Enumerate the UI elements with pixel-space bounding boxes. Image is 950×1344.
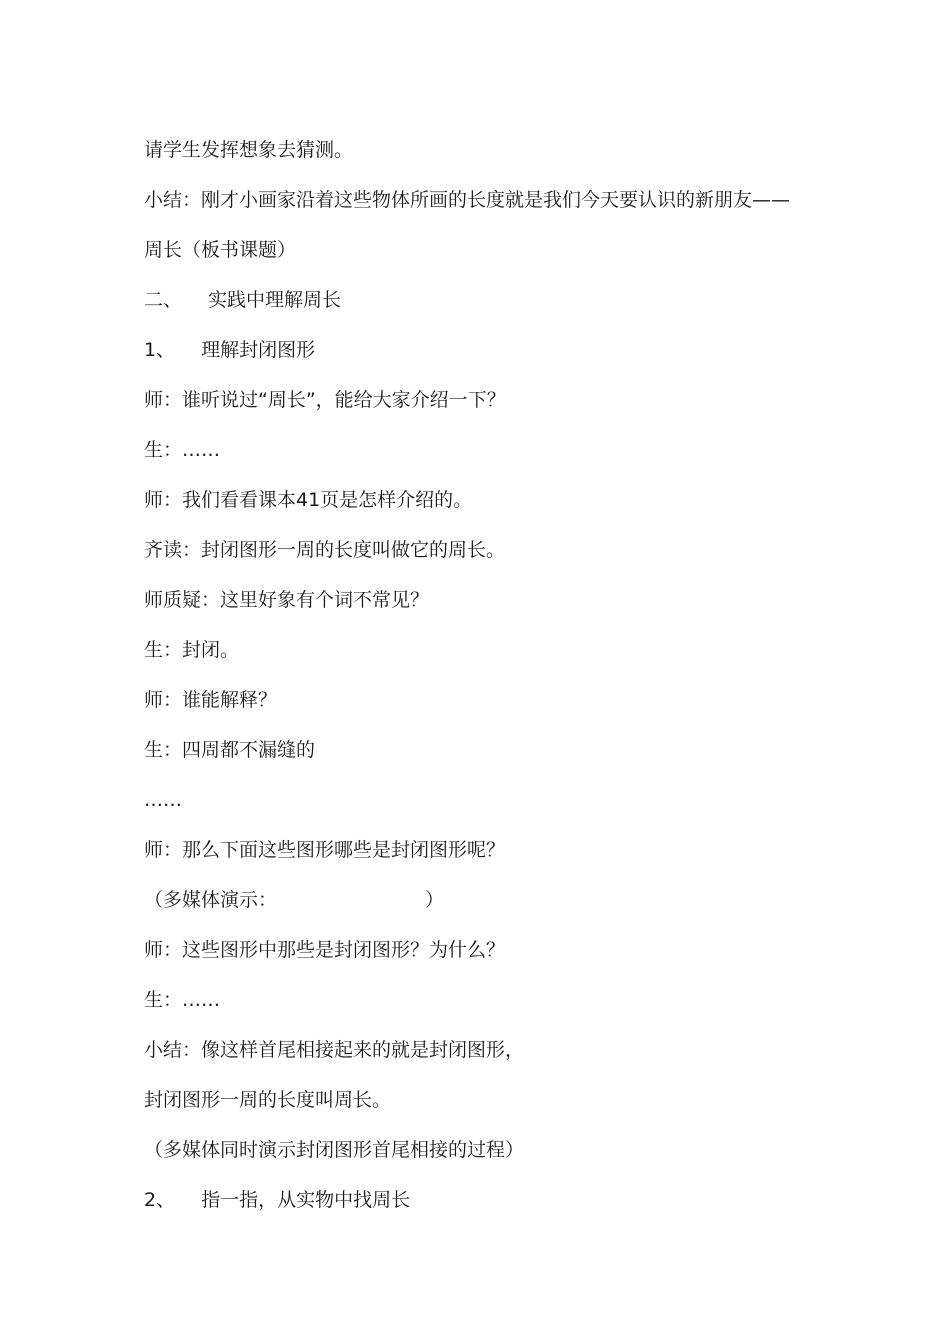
section-number: 二、 bbox=[144, 289, 183, 311]
paragraph-topic-title: 周长（板书课题） bbox=[144, 239, 297, 261]
dialogue-line: 生：…… bbox=[144, 439, 221, 461]
dialogue-line: 生：…… bbox=[144, 989, 221, 1011]
dialogue-line: 师：那么下面这些图形哪些是封闭图形呢？ bbox=[144, 839, 506, 861]
dialogue-line: 齐读：封闭图形一周的长度叫做它的周长。 bbox=[144, 539, 506, 561]
dialogue-line: 师：谁听说过“周长”，能给大家介绍一下？ bbox=[144, 389, 506, 411]
dialogue-line: 师：这些图形中那些是封闭图形？为什么？ bbox=[144, 939, 506, 961]
dialogue-line: 生：封闭。 bbox=[144, 639, 240, 661]
subsection-heading-closed-shapes bbox=[144, 337, 315, 363]
section-title: 实践中理解周长 bbox=[208, 289, 342, 311]
subsection-number: 1、 bbox=[144, 339, 176, 361]
media-demo-open: （多媒体演示： bbox=[144, 889, 278, 911]
ellipsis-line: …… bbox=[144, 789, 182, 811]
dialogue-line: 师质疑：这里好象有个词不常见？ bbox=[144, 589, 430, 611]
subsection-title: 指一指，从实物中找周长 bbox=[201, 1189, 411, 1211]
dialogue-line: 师：谁能解释？ bbox=[144, 689, 278, 711]
media-demo-close: ） bbox=[425, 889, 445, 911]
summary-line: 小结：像这样首尾相接起来的就是封闭图形， bbox=[144, 1039, 525, 1061]
subsection-title: 理解封闭图形 bbox=[201, 339, 316, 361]
media-demo-note bbox=[144, 887, 444, 913]
summary-line: 封闭图形一周的长度叫周长。 bbox=[144, 1089, 392, 1111]
paragraph-guess: 请学生发挥想象去猜测。 bbox=[144, 139, 354, 161]
paragraph-summary-intro: 小结：刚才小画家沿着这些物体所画的长度就是我们今天要认识的新朋友—— bbox=[144, 189, 791, 211]
dialogue-line: 师：我们看看课本41页是怎样介绍的。 bbox=[144, 489, 473, 511]
section-heading-practice bbox=[144, 287, 341, 313]
subsection-heading-find-perimeter bbox=[144, 1187, 410, 1213]
media-demo-process-note: （多媒体同时演示封闭图形首尾相接的过程） bbox=[144, 1139, 525, 1161]
dialogue-line: 生：四周都不漏缝的 bbox=[144, 739, 316, 761]
subsection-number: 2、 bbox=[144, 1189, 176, 1211]
